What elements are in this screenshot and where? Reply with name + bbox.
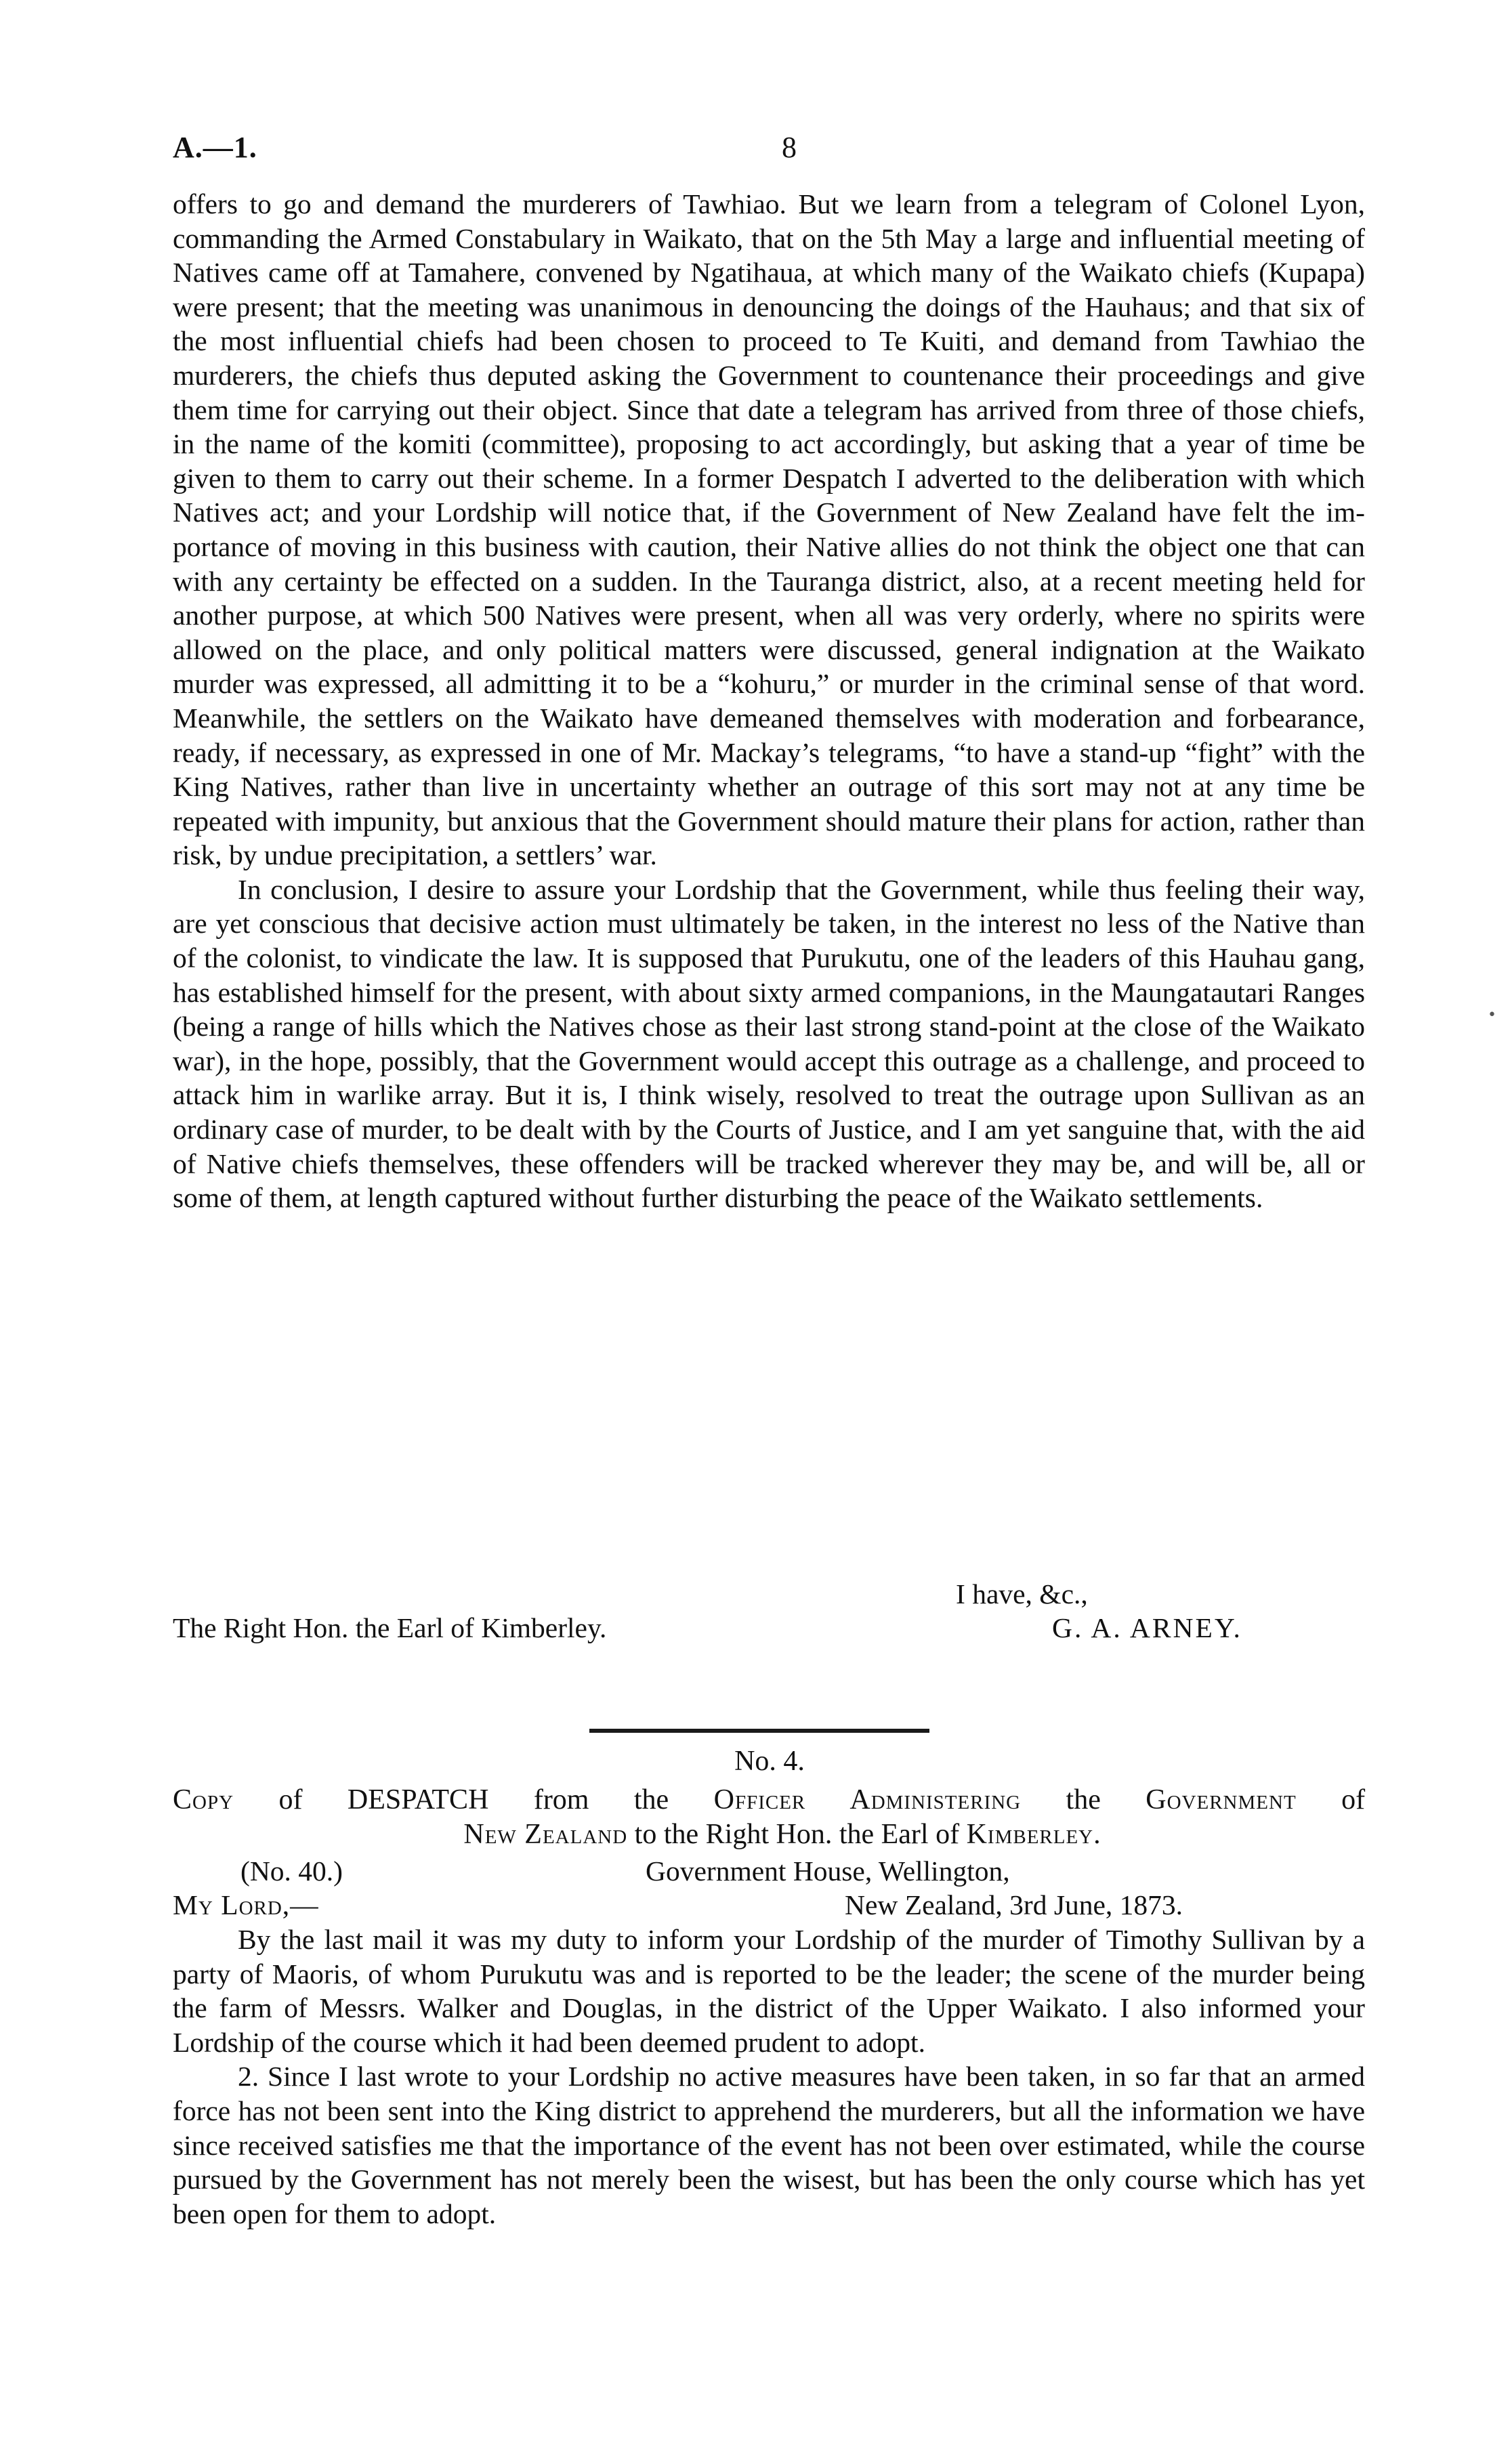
complimentary-close: I have, &c., xyxy=(956,1578,1088,1610)
body-paragraph: offers to go and demand the murderers of Tawhiao. But we learn from a telegram of Colonel Lyon, commanding the Armed Constabulary in Waikato, that on the 5th May a large and influential meeting of Natives came off at Tamahere, convened by Ngatihaua, at which many of the Waikato chiefs (Kupapa) were present; that the meeting was unanimous in denouncing the doings of the Hauhaus; and that six of the most influential chiefs had been chosen to proceed to Te Kuiti, and demand from Tawhiao the murderers, the chiefs thus deputed asking the Government to countenance their proceedings and give them time for carrying out their object. Since that date a telegram has arrived from three of those chiefs, in the name of the komiti (committee), proposing to act accordingly, but asking that a year of time be given to them to carry out their scheme. In a former Despatch I adverted to the deliberation with which Natives act; and your Lordship will notice that, if the Government of New Zealand have felt the importance of moving in this business with caution, their Native allies do not think the object one that can with any certainty be effected on a sudden. In the Tauranga district, also, at a recent meeting held for another purpose, at which 500 Natives were present, when all was very orderly, where no spirits were allowed on the place, and only political matters were discussed, general indignation at the Waikato murder was expressed, all admitting it to be a “kohuru,” or murder in the criminal sense of that word. Meanwhile, the settlers on the Waikato have demeaned themselves with moderation and forbearance, ready, if necessary, as expressed in one of Mr. Mackay’s telegrams, “to have a stand-up “fight” with the King Natives, rather than live in uncertainty whether an outrage of this sort may not at any time be repeated with impunity, but anxious that the Government should mature their plans for action, rather than risk, by undue precipitation, a settlers’ war. xyxy=(173,188,1365,871)
addressee: The Right Hon. the Earl of Kimberley. xyxy=(173,1612,607,1643)
section-divider xyxy=(589,1729,929,1733)
running-head xyxy=(173,130,1365,177)
signature: G. A. ARNEY. xyxy=(1052,1612,1242,1643)
despatch-date: New Zealand, 3rd June, 1873. xyxy=(845,1889,1183,1920)
page-number: 8 xyxy=(782,131,797,164)
title-kimberley: Kimberley. xyxy=(966,1818,1101,1850)
title-government: Government xyxy=(1146,1784,1297,1815)
title-of: of xyxy=(278,1784,303,1815)
title-copy: Copy xyxy=(173,1784,234,1815)
title-new-zealand: New Zealand xyxy=(463,1818,628,1850)
despatch-number: (No. 40.) xyxy=(240,1855,343,1887)
title-officer: Officer Administering xyxy=(713,1784,1022,1815)
title-the: the xyxy=(1066,1784,1101,1815)
margin-speck: • xyxy=(1488,1007,1496,1024)
body-paragraph: 2. Since I last wrote to your Lordship no active measures have been taken, in so far that an armed force has not been sent into the King district to apprehend the murderers, but all the information we have since received satisfies me that the importance of the event has not been over estimated, while the course pursued by the Government has not merely been the wisest, but has been the only course which has yet been open for them to adopt. xyxy=(173,2061,1365,2229)
despatch-3-body xyxy=(173,187,1365,1215)
title-despatch: DESPATCH xyxy=(347,1784,489,1815)
title-to: to the Right Hon. the Earl of xyxy=(634,1818,960,1850)
body-paragraph: By the last mail it was my duty to inform your Lordship of the murder of Timothy Sullivan by a party of Maoris, of whom Purukutu was and is reported to be the leader; the scene of the murder being the farm of Messrs. Walker and Douglas, in the district of the Upper Waikato. I also informed your Lordship of the course which it had been deemed prudent to adopt. xyxy=(173,1924,1365,2058)
despatch-number-heading: No. 4. xyxy=(734,1746,805,1777)
document-reference: A.—1. xyxy=(173,131,257,164)
despatch-header xyxy=(173,1854,1365,1929)
salutation: My Lord,— xyxy=(173,1889,319,1920)
despatch-title xyxy=(173,1783,1365,1851)
title-line-2 xyxy=(173,1817,1365,1852)
title-line-1 xyxy=(173,1783,1365,1817)
despatch-4-body xyxy=(173,1922,1365,2231)
despatch-place: Government House, Wellington, xyxy=(646,1855,1010,1887)
title-of-2: of xyxy=(1341,1784,1366,1815)
title-from: from the xyxy=(533,1784,669,1815)
body-paragraph: In conclusion, I desire to assure your Lordship that the Government, while thus feeling their way, are yet conscious that decisive action must ultimately be taken, in the interest no less of the Native than of the colonist, to vindicate the law. It is supposed that Purukutu, one of the leaders of this Hauhau gang, has established himself for the present, with about sixty armed companions, in the Maungatautari Ranges (being a range of hills which the Natives chose as their last strong stand-point at the close of the Waikato war), in the hope, possibly, that the Government would accept this outrage as a challenge, and proceed to attack him in warlike array. But it is, I think wisely, resolved to treat the outrage upon Sullivan as an ordinary case of murder, to be dealt with by the Courts of Justice, and I am yet sanguine that, with the aid of Native chiefs themselves, these offenders will be tracked wherever they may be, and will be, all or some of them, at length captured without further disturbing the peace of the Waikato settlements. xyxy=(173,873,1365,1214)
